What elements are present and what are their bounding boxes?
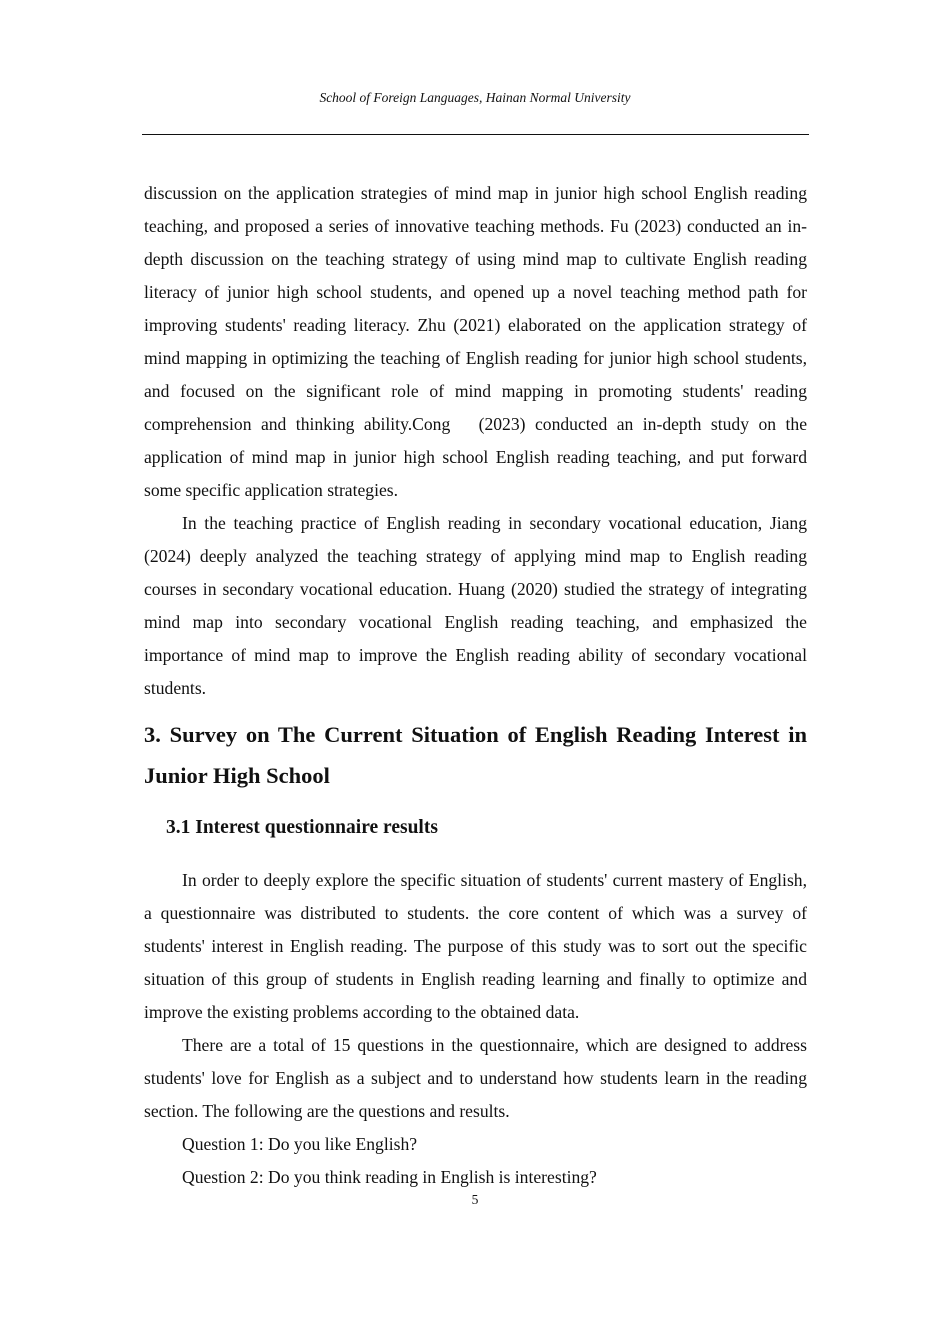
section-heading: 3. Survey on The Current Situation of English Reading Interest in Junior High School	[144, 722, 807, 788]
page-number: 5	[471, 1192, 479, 1207]
question-item: Question 1: Do you like English?	[182, 1134, 418, 1154]
paragraph-continued-literature-review: discussion on the application strategies of mind map in junior high school English reading teaching, and proposed a series of innovative teaching methods. Fu (2023) conducted an in-depth discussion on the teaching strategy of using mind map to cultivate English reading literacy of junior high school students, and opened up a novel teaching method path for improving students' reading literacy. Zhu (2021) elaborated on the application strategy of mind mapping in optimizing the teaching of English reading for junior high school students, and focused on the significant role of mind mapping in promoting students' reading comprehension and thinking ability.Cong (2023) conducted an in-depth study on the application of mind map in junior high school English reading teaching, and put forward some specific application strategies.	[144, 183, 807, 500]
paragraph-questionnaire-description: There are a total of 15 questions in the questionnaire, which are designed to address students' love for English as a subject and to understand how students learn in the reading section. The following are the questions and results.	[144, 1035, 807, 1121]
body-text	[144, 177, 807, 1194]
header-divider	[142, 134, 809, 135]
paragraph-questionnaire-purpose: In order to deeply explore the specific situation of students' current mastery of English, a questionnaire was distributed to students. the core content of which was a survey of students' interest in English reading. The purpose of this study was to sort out the specific situation of this group of students in English reading learning and finally to optimize and improve the existing problems according to the obtained data.	[144, 870, 807, 1022]
subsection-heading: 3.1 Interest questionnaire results	[166, 817, 438, 838]
question-item: Question 2: Do you think reading in English is interesting?	[182, 1167, 597, 1187]
paragraph-secondary-vocational-education: In the teaching practice of English reading in secondary vocational education, Jiang (2024) deeply analyzed the teaching strategy of applying mind map to English reading courses in secondary vocational education. Huang (2020) studied the strategy of integrating mind map into secondary vocational English reading teaching, and emphasized the importance of mind map to improve the English reading ability of secondary vocational students.	[144, 513, 807, 698]
running-header: School of Foreign Languages, Hainan Normal University	[319, 90, 631, 105]
